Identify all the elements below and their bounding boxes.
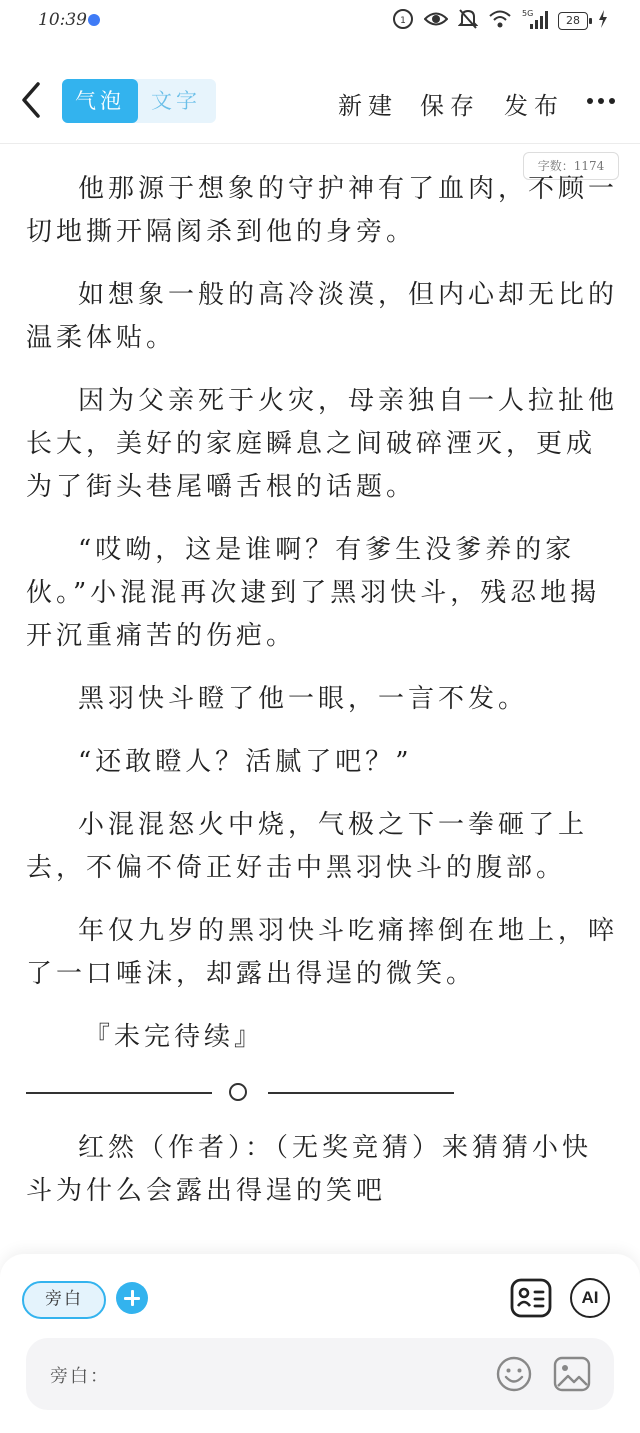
wifi-icon — [488, 9, 512, 33]
author-note[interactable]: 红然（作者）：（无奖竞猜）来猜猜小快斗为什么会露出得逞的笑吧 — [26, 1133, 593, 1206]
svg-text:1: 1 — [400, 16, 406, 26]
eye-icon — [424, 10, 448, 32]
mode-switch — [62, 79, 216, 123]
charging-icon — [598, 10, 608, 32]
to-be-continued[interactable]: 『未完待续』 — [84, 1022, 265, 1052]
status-bar — [0, 0, 640, 44]
emoji-icon[interactable] — [496, 1356, 532, 1392]
bottom-input-panel — [0, 1254, 640, 1433]
divider-circle-icon — [229, 1083, 247, 1101]
network-label: 5G — [522, 9, 534, 18]
new-button[interactable]: 新建 — [338, 92, 398, 120]
tab-text[interactable]: 文字 — [151, 89, 201, 113]
paragraph[interactable]: 黑羽快斗瞪了他一眼，一言不发。 — [78, 684, 529, 714]
notification-dot-icon — [88, 14, 100, 26]
more-icon[interactable] — [587, 98, 615, 106]
word-count-badge: 字数：1174 — [523, 152, 619, 180]
editor-toolbar — [0, 64, 640, 136]
battery-icon: 28 — [558, 12, 588, 30]
hd-call-icon — [392, 8, 414, 34]
save-button[interactable]: 保存 — [420, 92, 480, 120]
mute-bell-icon — [458, 8, 478, 34]
tab-bubble[interactable]: 气泡 — [62, 79, 138, 123]
add-role-button[interactable] — [116, 1282, 148, 1314]
paragraph[interactable]: 小混混怒火中烧，气极之下一拳砸了上去，不偏不倚正好击中黑羽快斗的腹部。 — [26, 810, 589, 883]
section-divider — [26, 1073, 618, 1113]
paragraph[interactable]: 因为父亲死于火灾，母亲独自一人拉扯他长大，美好的家庭瞬息之间破碎湮灭，更成为了街头巷尾嚼舌根的话题。 — [26, 386, 619, 502]
paragraph[interactable]: 如想象一般的高冷淡漠，但内心却无比的温柔体贴。 — [26, 280, 619, 353]
status-time: 10:39 — [38, 10, 87, 30]
signal-icon — [522, 8, 548, 34]
publish-button[interactable]: 发布 — [504, 92, 564, 120]
chevron-left-icon — [14, 80, 50, 120]
paragraph[interactable]: “还敢瞪人？活腻了吧？” — [78, 747, 413, 777]
editor-content[interactable] — [26, 168, 618, 1213]
back-button[interactable] — [14, 80, 50, 120]
paragraph[interactable]: “哎呦，这是谁啊？有爹生没爹养的家伙。”小混混再次逮到了黑羽快斗，残忍地揭开沉重痛苦的伤疤。 — [26, 535, 601, 651]
paragraph[interactable]: 年仅九岁的黑羽快斗吃痛摔倒在地上，啐了一口唾沫，却露出得逞的微笑。 — [26, 916, 619, 989]
character-card-button[interactable] — [510, 1278, 552, 1318]
role-chip-narrator[interactable]: 旁白 — [22, 1281, 106, 1319]
dialogue-input[interactable] — [26, 1338, 614, 1410]
contact-card-icon — [510, 1278, 552, 1318]
paragraph[interactable]: 他那源于想象的守护神有了血肉，不顾一切地撕开隔阂杀到他的身旁。 — [26, 174, 619, 247]
status-icons — [392, 8, 608, 34]
image-icon[interactable] — [553, 1356, 591, 1392]
toolbar-divider — [0, 143, 640, 144]
input-role-prefix: 旁白： — [50, 1366, 110, 1387]
ai-button[interactable]: AI — [570, 1278, 610, 1318]
